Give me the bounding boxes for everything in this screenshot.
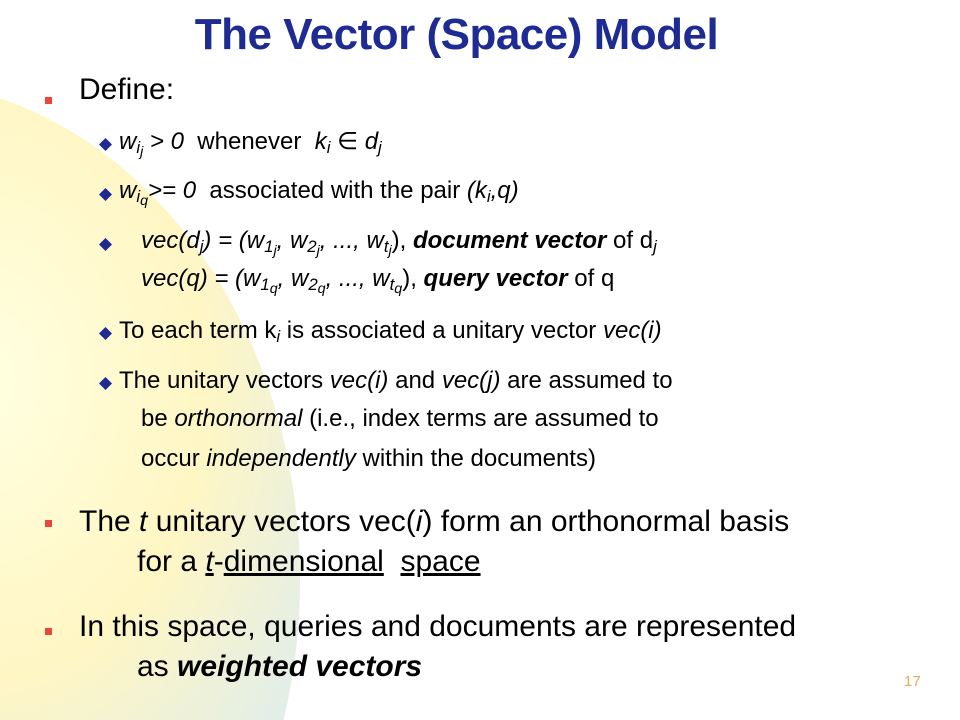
query-vector-definition: $vec(q) = (w_{1_q}$, $w_{2_q}$, ..., $w_{t_q}$), query vector of q [141,265,615,298]
space-link[interactable]: space [400,545,481,578]
representation-statement-line1: In this space, queries and documents are represented [79,610,797,643]
slide-title: The Vector (Space) Model [194,10,719,59]
page-number: 17 [904,673,921,690]
orthonormal-assumption-line1: The unitary vectors vec(i) and vec(j) are assumed to [119,367,673,394]
orthonormal-assumption-line2: be orthonormal (i.e., index terms are assumed to [141,405,659,432]
definition-query-weight: $w_{i_q}>= 0$ associated with the pair $(k_i,q)$ [119,177,519,210]
t-link[interactable]: t [205,545,214,578]
diamond-bullet-icon [99,138,112,151]
representation-statement-line2: as weighted vectors [137,650,423,683]
unitary-vector-statement: To each term $k_i$ is associated a unitary vector vec(i) [119,317,662,347]
basis-statement-line1: The t unitary vectors vec(i) form an orthonormal basis [79,505,790,538]
bullet-square-icon [45,520,52,527]
bullet-square-icon [45,628,52,635]
diamond-bullet-icon [99,377,112,390]
dimensional-link[interactable]: dimensional [223,545,384,578]
diamond-bullet-icon [99,327,112,340]
diamond-bullet-icon [99,188,112,201]
definition-weight-positive: $w_{i_j} > 0$ whenever $k_i$ ∈ $d_j$ [119,128,382,161]
basis-statement-line2: for a t-dimensional space [137,545,481,578]
bullet-square-icon [45,97,52,104]
document-vector-definition: $vec(d_j) = (w_{1_j}$, $w_{2_j}$, ..., $w_{t_j}$), document vector of $d_j$ [141,227,657,260]
orthonormal-assumption-line3: occur independently within the documents) [141,445,596,472]
diamond-bullet-icon [99,238,112,251]
define-heading: Define: [79,73,175,106]
